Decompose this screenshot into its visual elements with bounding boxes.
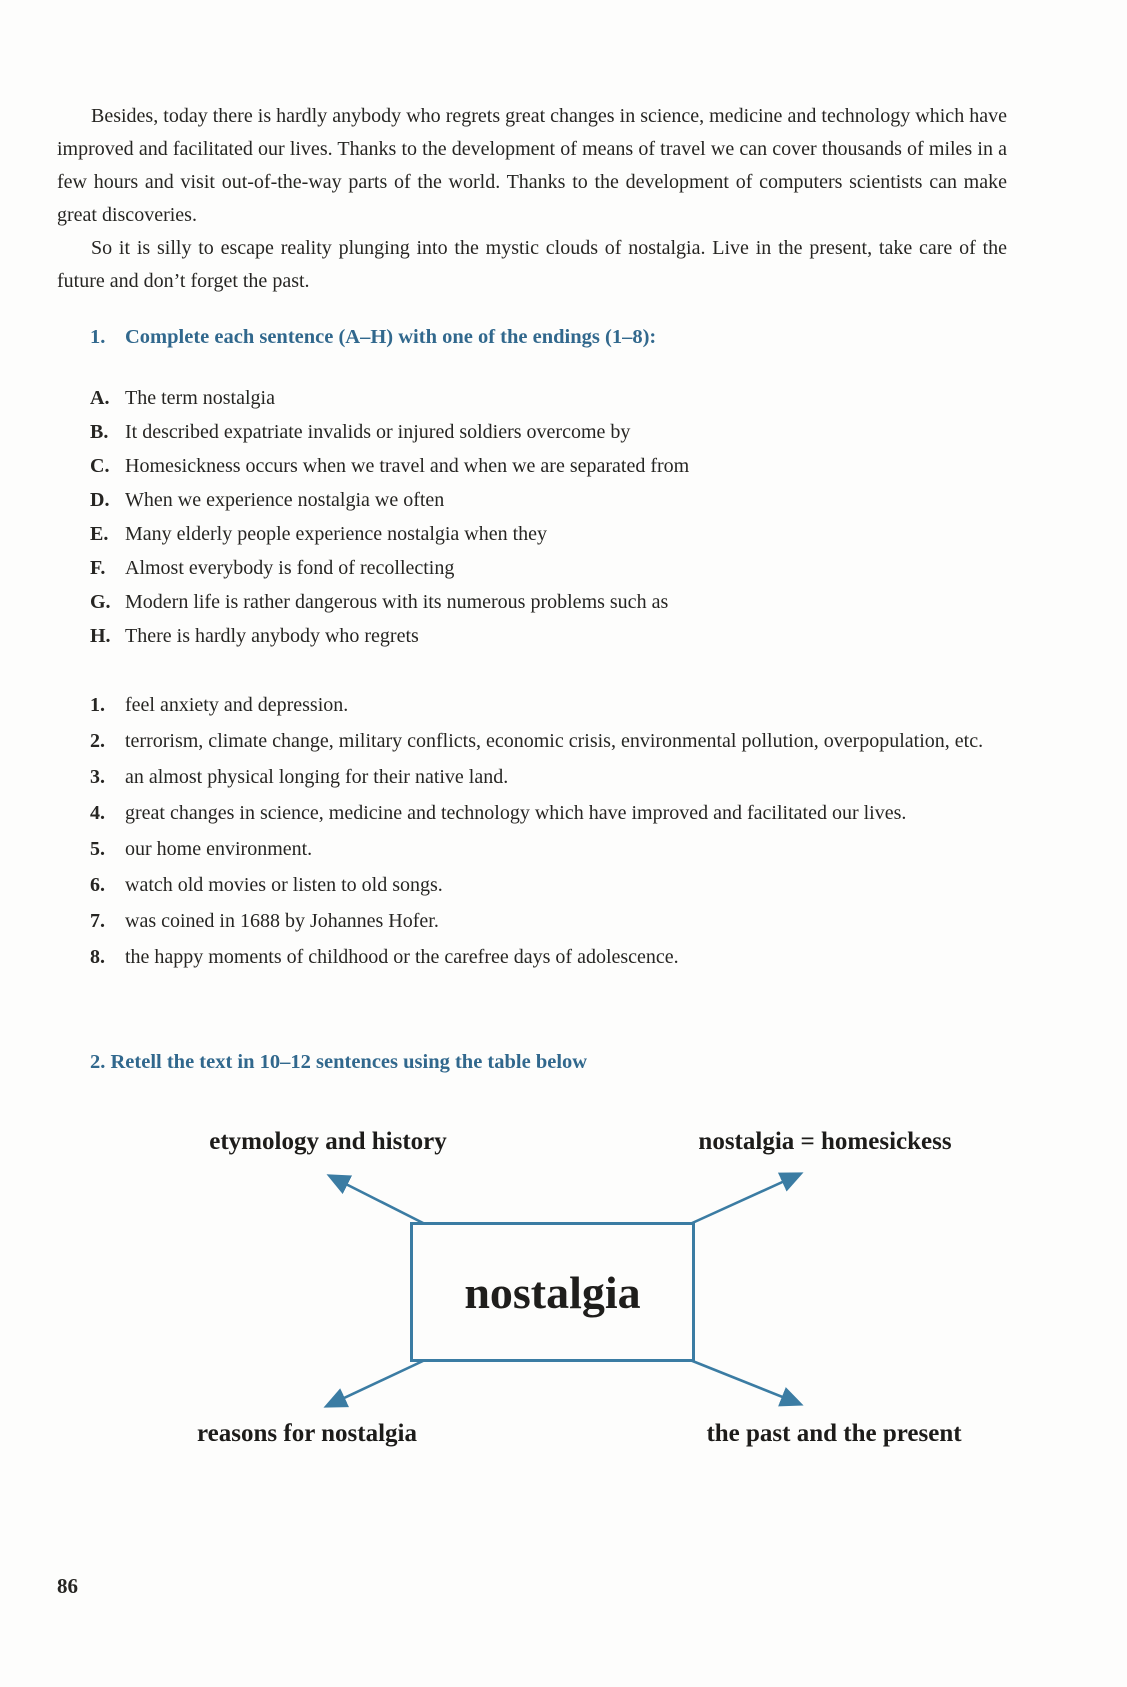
item-label: 6. bbox=[90, 874, 105, 896]
sentence-item-f bbox=[90, 556, 1007, 581]
item-label: A. bbox=[90, 387, 110, 409]
sentence-list bbox=[90, 386, 1007, 649]
exercise-1-title: Complete each sentence (A–H) with one of the endings (1–8): bbox=[125, 326, 657, 348]
item-label: 2. bbox=[90, 730, 105, 752]
sentence-item-c bbox=[90, 454, 1007, 479]
item-label: 7. bbox=[90, 910, 105, 932]
item-label: 8. bbox=[90, 946, 105, 968]
item-text: our home environment. bbox=[125, 838, 313, 860]
ending-item-4 bbox=[90, 799, 1007, 828]
paragraph-besides: Besides, today there is hardly anybody who regrets great changes in science, medicine and technology which have improved and facilitated our lives. Thanks to the development of means of travel we can cover thousands of miles in a few hours and visit out-of-the-way parts of the world. Thanks to the development of computers scientists can make great discoveries. bbox=[57, 105, 1007, 226]
page-number: 86 bbox=[57, 1574, 78, 1598]
item-text: Homesickness occurs when we travel and when we are separated from bbox=[125, 455, 690, 477]
item-text: the happy moments of childhood or the carefree days of adolescence. bbox=[125, 946, 679, 968]
ending-item-3 bbox=[90, 763, 1007, 792]
item-text: There is hardly anybody who regrets bbox=[125, 625, 419, 647]
sentence-item-g bbox=[90, 590, 1007, 615]
sentence-item-h bbox=[90, 624, 1007, 649]
ending-item-7 bbox=[90, 907, 1007, 936]
ending-list bbox=[90, 691, 1007, 972]
item-label: E. bbox=[90, 523, 109, 545]
arrow-bottom-right bbox=[690, 1360, 800, 1404]
item-text: Modern life is rather dangerous with its numerous problems such as bbox=[125, 591, 669, 613]
ending-item-5 bbox=[90, 835, 1007, 864]
arrow-top-right bbox=[690, 1174, 800, 1224]
sentence-item-a bbox=[90, 386, 1007, 411]
item-label: 4. bbox=[90, 802, 105, 824]
item-text: Many elderly people experience nostalgia when they bbox=[125, 523, 548, 545]
item-label: H. bbox=[90, 625, 111, 647]
diagram-label-reasons: reasons for nostalgia bbox=[197, 1420, 417, 1447]
sentence-item-e bbox=[90, 522, 1007, 547]
item-label: 5. bbox=[90, 838, 105, 860]
diagram-label-past-present: the past and the present bbox=[706, 1420, 962, 1447]
exercise-2-heading: 2. Retell the text in 10–12 sentences using the table below bbox=[90, 1051, 588, 1073]
item-label: 1. bbox=[90, 694, 105, 716]
item-text: was coined in 1688 by Johannes Hofer. bbox=[125, 910, 439, 932]
item-text: an almost physical longing for their native land. bbox=[125, 766, 509, 788]
item-text: Almost everybody is fond of recollecting bbox=[125, 557, 455, 579]
item-text: When we experience nostalgia we often bbox=[125, 489, 445, 511]
paragraph-conclusion: So it is silly to escape reality plunging into the mystic clouds of nostalgia. Live in the present, take care of the future and don’t forget the past. bbox=[57, 237, 1007, 292]
item-text: watch old movies or listen to old songs. bbox=[125, 874, 443, 896]
ending-item-6 bbox=[90, 871, 1007, 900]
ending-item-8 bbox=[90, 943, 1007, 972]
item-text: feel anxiety and depression. bbox=[125, 694, 349, 716]
nostalgia-box: nostalgia bbox=[410, 1222, 695, 1362]
item-label: C. bbox=[90, 455, 110, 477]
exercise-1-heading bbox=[90, 324, 1007, 350]
item-label: G. bbox=[90, 591, 111, 613]
nostalgia-diagram bbox=[0, 1086, 1127, 1516]
arrow-bottom-left bbox=[327, 1360, 425, 1406]
diagram-label-homesickness: nostalgia = homesickess bbox=[698, 1128, 952, 1155]
ending-item-1 bbox=[90, 691, 1007, 720]
item-label: F. bbox=[90, 557, 106, 579]
arrow-top-left bbox=[330, 1176, 425, 1224]
item-text: It described expatriate invalids or injured soldiers overcome by bbox=[125, 421, 631, 443]
item-label: 3. bbox=[90, 766, 105, 788]
ending-item-2 bbox=[90, 727, 1007, 756]
item-text: great changes in science, medicine and technology which have improved and facilitated our lives. bbox=[125, 802, 907, 824]
item-text: The term nostalgia bbox=[125, 387, 275, 409]
sentence-item-b bbox=[90, 420, 1007, 445]
item-label: D. bbox=[90, 489, 110, 511]
sentence-item-d bbox=[90, 488, 1007, 513]
exercise-1-number: 1. bbox=[90, 326, 106, 348]
item-text: terrorism, climate change, military conflicts, economic crisis, environmental pollution, overpopulation, etc. bbox=[125, 730, 984, 752]
item-label: B. bbox=[90, 421, 109, 443]
diagram-label-etymology: etymology and history bbox=[209, 1128, 447, 1155]
